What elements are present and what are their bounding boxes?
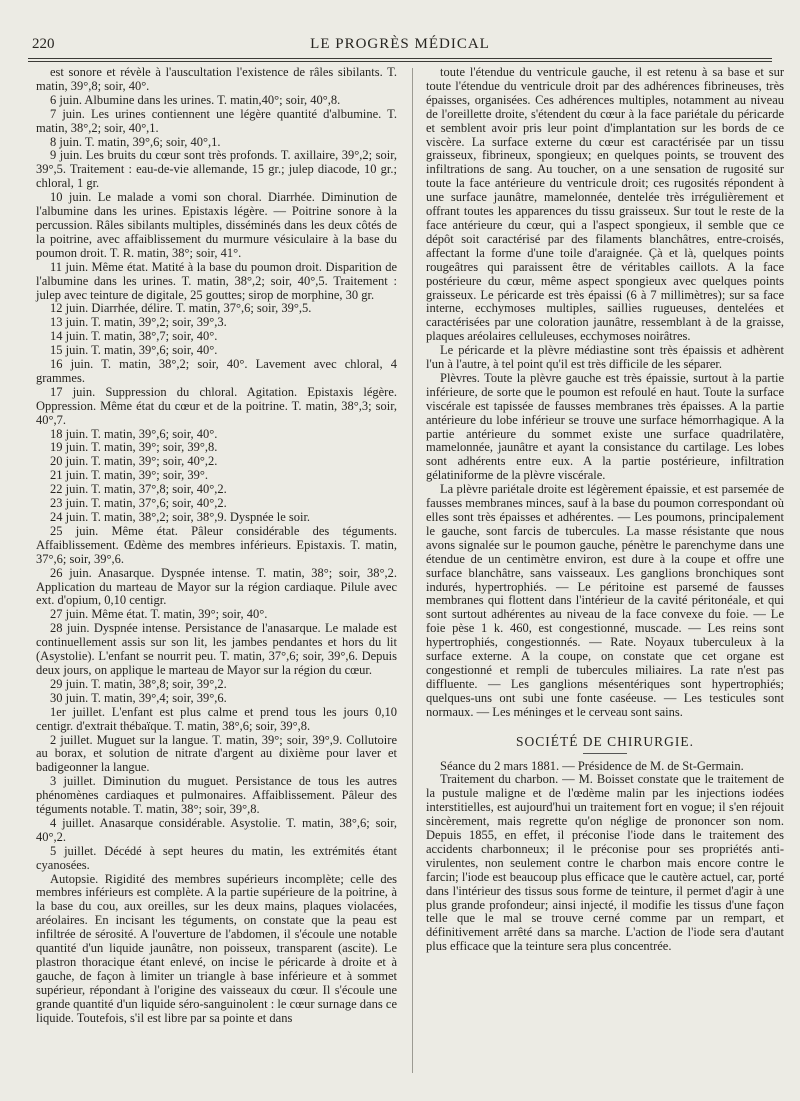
section-rule (583, 753, 627, 754)
paragraph: 24 juin. T. matin, 38°,2; soir, 38°,9. Dyspnée le soir. (50, 510, 311, 524)
paragraph: 23 juin. T. matin, 37°,6; soir, 40°,2. (50, 496, 227, 511)
paragraph: 9 juin. Les bruits du cœur sont très profonds. T. axillaire, 39°,2; soir, 39°,5. Traitement : eau-de-vie allemande, 15 gr.; julep diacode, 10 gr.; chloral, 1 gr. (36, 148, 397, 191)
paragraph: Plèvres. Toute la plèvre gauche est très épaissie, surtout à la partie inférieure, de sorte que le poumon est refoulé en haut. Toute la surface viscérale est tapissée de fausses membranes très épaisses. A la partie antérieure du lobe inférieur se trouve une surface hémorrhagique. A la partie antérieure du sommet existe une surface quadrilatère, mamelonnée, jaunâtre et ayant la consistance du cartilage. Les lobes sont adhérents entre eux. A la partie postérieure, infiltration gélatiniforme de la plèvre viscérale. (426, 370, 784, 483)
section-body: Traitement du charbon. — M. Boisset constate que le traitement de la pustule maligne et de l'œdème malin par les injections iodées interstitielles, est aujourd'hui un traitement fort en vogue; il s'en réjouit sincèrement, mais regrette qu'on néglige de prononcer son nom. Depuis 1855, en effet, il préconise l'iode dans le traitement des accidents charbonneux; il le préconise pour ses propriétés anti-virulentes, non seulement contre le charbon mais encore contre le farcin; l'iode est beaucoup plus efficace que le cautère actuel, car, porté dans l'intérieur des tissus sous forme de teinture, il permet d'agir à une plus grande profondeur; ainsi injecté, il modifie les tissus d'une façon telle que le mal se trouve cerné comme par un rempart, et définitivement arrêté dans sa marche. L'action de l'iode sera d'autant plus efficace que la teinture sera plus concentrée. (426, 772, 784, 954)
paragraph: 21 juin. T. matin, 39°; soir, 39°. (50, 468, 208, 483)
paragraph: 22 juin. T. matin, 37°,8; soir, 40°,2. (50, 482, 227, 497)
paragraph: est sonore et révèle à l'auscultation l'existence de râles sibilants. T. matin, 39°,8; soir, 40°. (36, 65, 397, 93)
section-title: SOCIÉTÉ DE CHIRURGIE. (515, 733, 695, 749)
paragraph: 13 juin. T. matin, 39°,2; soir, 39°,3. (50, 315, 227, 330)
paragraph: 16 juin. T. matin, 38°,2; soir, 40°. Lavement avec chloral, 4 grammes. (36, 357, 397, 385)
header-rule (28, 58, 772, 59)
paragraph: 5 juillet. Décédé à sept heures du matin, les extrémités étant cyanosées. (36, 843, 397, 872)
paragraph: 2 juillet. Muguet sur la langue. T. matin, 39°; soir, 39°,9. Collutoire au borax, et solution de nitrate d'argent au dixième pour laver et badigeonner la langue. (36, 732, 397, 775)
paragraph: 12 juin. Diarrhée, délire. T. matin, 37°,6; soir, 39°,5. (50, 301, 312, 316)
column-divider (412, 68, 413, 1073)
paragraph: 4 juillet. Anasarque considérable. Asystolie. T. matin, 38°,6; soir, 40°,2. (36, 815, 397, 844)
paragraph: 3 juillet. Diminution du muguet. Persistance de tous les autres phénomènes cardiaques et pulmonaires. Affaiblissement. Pâleur des téguments notable. T. matin, 38°; soir, 39°,8. (36, 774, 397, 817)
paragraph: 1er juillet. L'enfant est plus calme et prend tous les jours 0,10 centigr. d'extrait thébaïque. T. matin, 38°,6; soir, 39°,8. (36, 704, 397, 733)
paragraph: 27 juin. Même état. T. matin, 39°; soir, 40°. (50, 607, 268, 622)
paragraph: 20 juin. T. matin, 39°; soir, 40°,2. (50, 454, 218, 469)
journal-title: LE PROGRÈS MÉDICAL (310, 36, 490, 52)
right-column (426, 66, 784, 954)
paragraph: 6 juin. Albumine dans les urines. T. matin,40°; soir, 40°,8. (50, 92, 341, 107)
paragraph: 29 juin. T. matin, 38°,8; soir, 39°,2. (50, 676, 227, 691)
paragraph: 28 juin. Dyspnée intense. Persistance de l'anasarque. Le malade est continuellement assis sur son lit, les jambes pendantes et hors du lit (Asystolie). L'enfant se nourrit peu. T. matin, 37°,6; soir, 39°,6. Depuis deux jours, on applique le marteau de Mayor sur la région du cœur. (36, 621, 397, 677)
paragraph: 25 juin. Même état. Pâleur considérable des téguments. Affaiblissement. Œdème des membres inférieurs. Epistaxis. T. matin, 37°,6; soir, 39°,6. (36, 523, 397, 566)
paragraph: 26 juin. Anasarque. Dyspnée intense. T. matin, 38°; soir, 38°,2. Application du marteau de Mayor sur la région cardiaque. Pilule avec ext. d'opium, 0,10 centigr. (36, 565, 397, 608)
paragraph: 11 juin. Même état. Matité à la base du poumon droit. Disparition de l'albumine dans les urines. T. matin, 38°,2; soir, 40°,5. Traitement : julep avec teinture de digitale, 25 gouttes; sirop de morphine, 30 gr. (36, 259, 397, 302)
page-number: 220 (32, 36, 55, 52)
paragraph: 8 juin. T. matin, 39°,6; soir, 40°,1. (50, 134, 221, 149)
paragraph: 19 juin. T. matin, 39°; soir, 39°,8. (50, 440, 218, 455)
paragraph: 17 juin. Suppression du chloral. Agitation. Epistaxis légère. Oppression. Même état du cœur et de la poitrine. T. matin, 38°,3; soir, 40°,7. (36, 384, 397, 427)
paragraph: Autopsie. Rigidité des membres supérieurs incomplète; celle des membres inférieurs est complète. A la partie supérieure de la poitrine, à la base du cou, aux oreilles, sur les deux mains, plaques violacées, aréolaires. En incisant les téguments, on constate que la peau est infiltrée de sérosité. A l'ouverture de l'abdomen, il s'écoule une notable quantité d'un liquide jaunâtre, non poisseux, transparent (ascite). Le plastron thoracique étant enlevé, on incise le péricarde à droite et à gauche, de façon à limiter un triangle à base inférieure et à sommet supérieur, répondant à l'origine des vaisseaux du cœur. Il s'écoule une grande quantité d'un liquide séro-sanguinolent : le cœur surnage dans ce liquide. Toutefois, s'il est libre par sa pointe et dans (36, 871, 397, 1025)
session-line: Séance du 2 mars 1881. — Présidence de M. de St-Germain. (440, 758, 744, 773)
paragraph: 30 juin. T. matin, 39°,4; soir, 39°,6. (50, 690, 227, 705)
paragraph: 18 juin. T. matin, 39°,6; soir, 40°. (50, 426, 218, 441)
page-header (32, 34, 768, 56)
paragraph: La plèvre pariétale droite est légèrement épaissie, et est parsemée de fausses membranes minces, sauf à la base du poumon correspondant où elles sont très épaisses et adhérentes. — Les poumons, principalement le gauche, sont farcis de tubercules. La masse résistante que nous avons signalée sur le poumon gauche, pénètre le parenchyme dans une étendue de un centimètre environ, est dure à la coupe et offre une surface blanchâtre, sans vaisseaux. Les ganglions bronchiques sont indurés, hypertrophiés. — Le péritoine est parsemé de fausses membranes qui flottent dans l'intérieur de la cavité péritonéale, et qui sont surtout adhérentes au niveau de la face convexe du foie. — Le foie pèse 1 k. 460, est congestionné, muscade. — Les reins sont hypertrophiés, congestionnés. — Rate. Noyaux tuberculeux à la surface externe. A la coupe, on constate que cet organe est congestionné et rempli de tubercules miliaires. La rate n'est pas diffluente. — Les ganglions mésentériques sont hypertrophiés; quelques-uns ont subi une fonte caséeuse. — Les testicules sont normaux. — Les méninges et le cerveau sont sains. (426, 482, 784, 719)
header-rule-thin (28, 61, 772, 62)
paragraph: 10 juin. Le malade a vomi son choral. Diarrhée. Diminution de l'albumine dans les urines. Epistaxis légère. — Poitrine sonore à la percussion. Râles sibilants multiples, disséminés dans les deux côtés de la poitrine, avec affaiblissement du murmure vésiculaire à la base du poumon droit. T. R. matin, 38°; soir, 41°. (36, 190, 397, 260)
paragraph: Le péricarde et la plèvre médiastine sont très épaissis et adhèrent l'un à l'autre, à tel point qu'il est très difficile de les séparer. (426, 343, 784, 372)
left-column (36, 66, 397, 1026)
paragraph: 7 juin. Les urines contiennent une légère quantité d'albumine. T. matin, 38°,2; soir, 40°,1. (36, 106, 397, 135)
right-column-text (426, 66, 784, 720)
paragraph: toute l'étendue du ventricule gauche, il est retenu à sa base et sur toute l'étendue du ventricule droit par des adhérences fibrineuses, très épaisses, organisées. Ces adhérences multiples, notamment au niveau de l'oreillette droite, s'étendent du cœur à la face pariétale du péricarde et semblent avoir pris leur point d'implantation sur les bords de ce viscère. La surface externe du cœur est caractérisée par un tissu graisseux, fibrineux, spongieux; en quelques points, se trouvent des infiltrations de sang. Au toucher, on a une sensation de rugosité sur toute la face antérieure du ventricule droit; ces rugosités répondent à une surface jaunâtre, mamelonnée, dentelée très irrégulièrement et offrant toutes les apparences du tissu graisseux. Sur tout le reste de la face antérieure du cœur, qui a l'aspect spongieux, il semble que ce dépôt soit caractérisé par des filaments blanchâtres, entre-croisés, affectant la forme d'une toile d'araignée. Çà et là, quelques points rougeâtres qui paraissent être de véritables caillots. A la face postérieure du cœur, même aspect spongieux avec quelques points graisseux. Le péricarde est très épaissi (6 à 7 millimètres); sur sa face interne, ecchymoses multiples, saillies rugueuses, dentelées et caractérisées par une coloration jaunâtre, ressemblant à de la graisse, plaques aréolaires celluleuses, ecchymoses noirâtres. (426, 65, 784, 344)
paragraph: 15 juin. T. matin, 39°,6; soir, 40°. (50, 343, 218, 358)
paragraph: 14 juin. T. matin, 38°,7; soir, 40°. (50, 329, 218, 344)
